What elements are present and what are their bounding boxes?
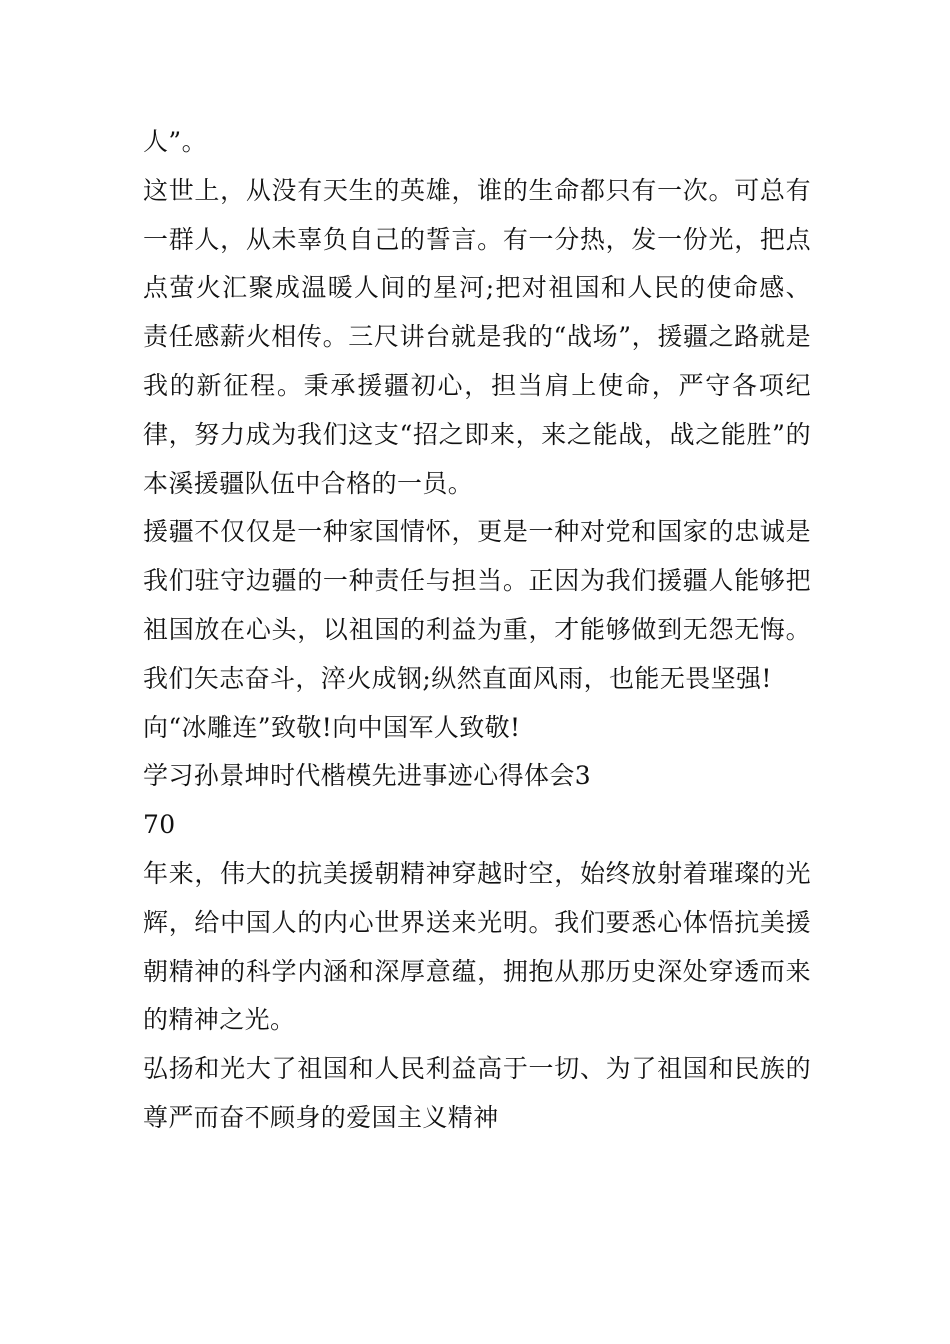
paragraph-xinjiang-support: 援疆不仅仅是一种家国情怀，更是一种对党和国家的忠诚是我们驻守边疆的一种责任与担当。正因为我们援疆人能够把祖国放在心头，以祖国的利益为重，才能够做到无怨无悔。我们矢志奋斗，淬火成钢;纵然直面风雨，也能无畏坚强! (143, 517, 811, 693)
paragraph-salute: 向“冰雕连”致敬!向中国军人致敬! (143, 712, 521, 742)
paragraph-heroes: 这世上，从没有天生的英雄，谁的生命都只有一次。可总有一群人，从未辜负自己的誓言。有一分热，发一份光，把点点萤火汇聚成温暖人间的星河;把对祖国和人民的使命感、责任感薪火相传。三尺讲台就是我的“战场”，援疆之路就是我的新征程。秉承援疆初心，担当肩上使命，严守各项纪律，努力成为我们这支“招之即来，来之能战，战之能胜”的本溪援疆队伍中合格的一员。 (143, 175, 811, 498)
paragraph-patriotism: 弘扬和光大了祖国和人民利益高于一切、为了祖国和民族的尊严而奋不顾身的爱国主义精神 (143, 1054, 811, 1132)
paragraph-spirit: 年来，伟大的抗美援朝精神穿越时空，始终放射着璀璨的光辉，给中国人的内心世界送来光明。我们要悉心体悟抗美援朝精神的科学内涵和深厚意蕴，拥抱从那历史深处穿透而来的精神之光。 (143, 858, 811, 1035)
document-page (143, 118, 811, 1143)
paragraph-number: 70 (143, 810, 176, 840)
section-heading: 学习孙景坤时代楷模先进事迹心得体会3 (143, 761, 592, 791)
paragraph-continuation: 人”。 (143, 127, 207, 156)
